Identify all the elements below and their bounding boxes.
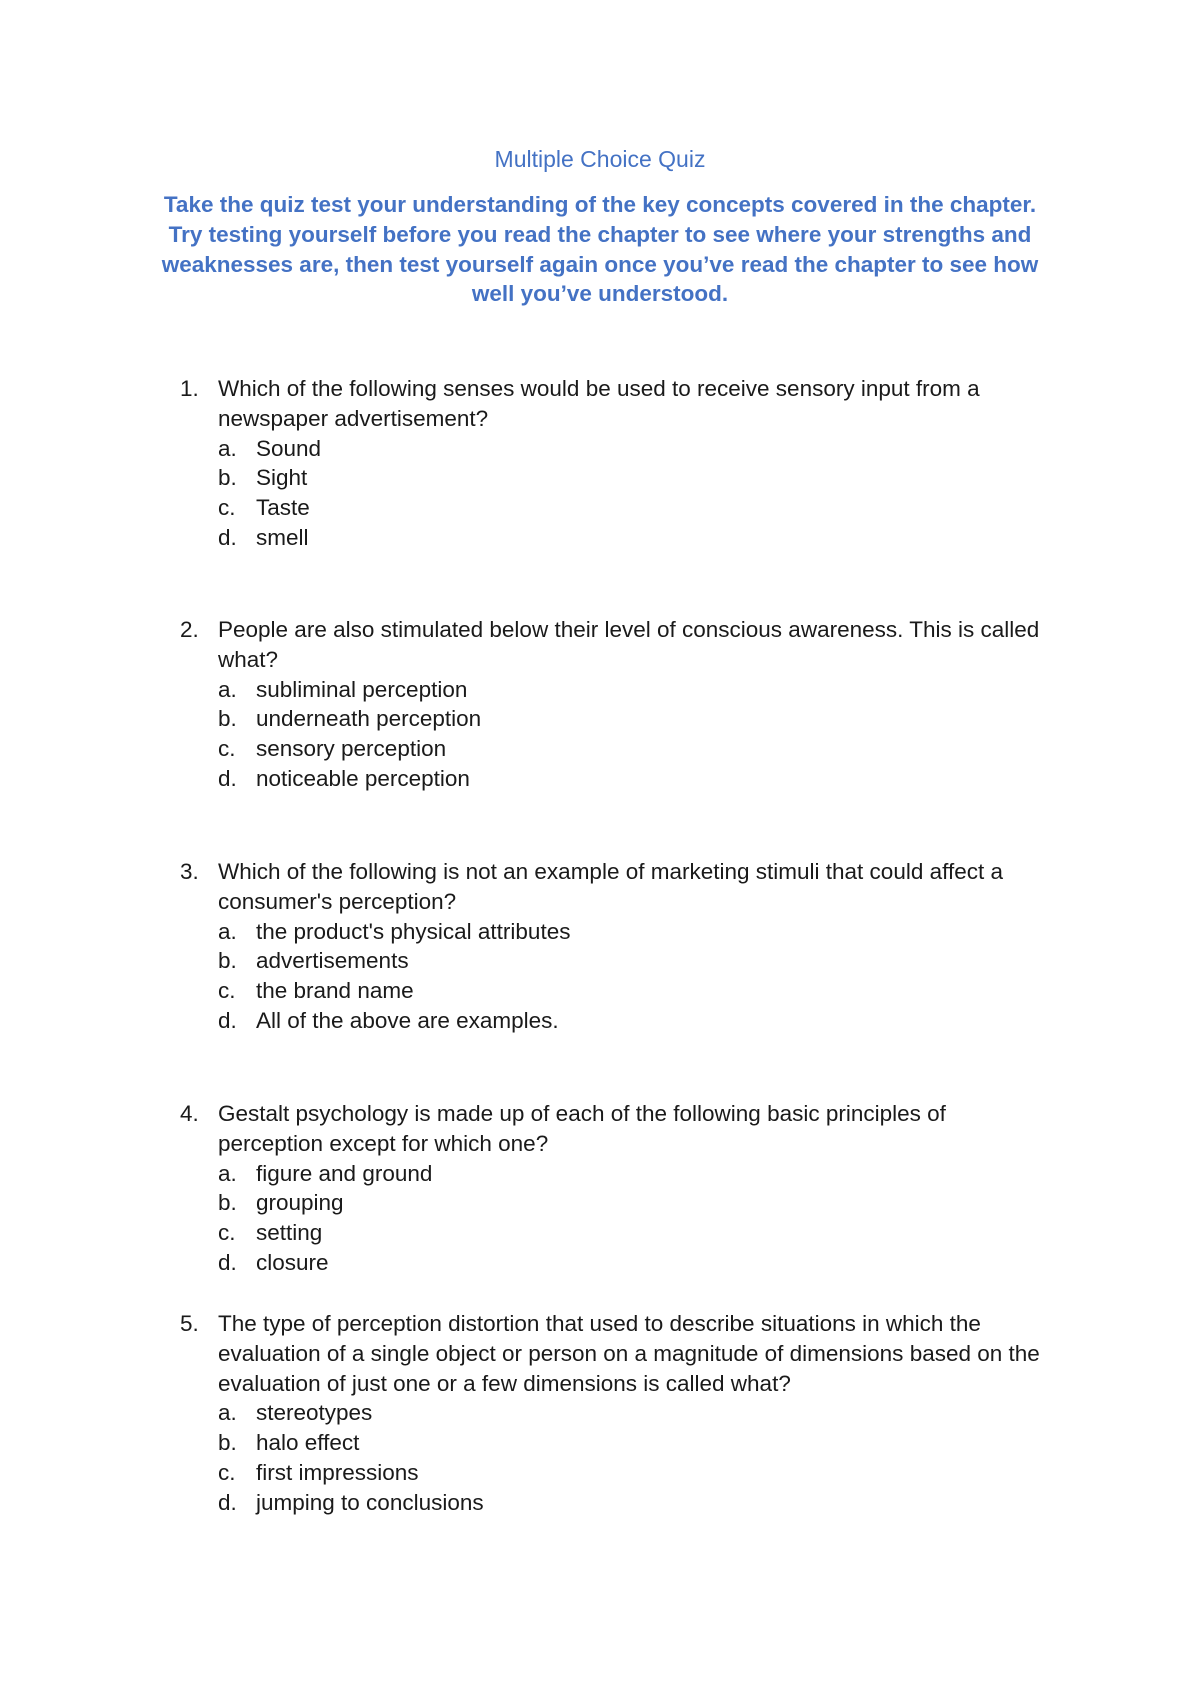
answer-option — [176, 675, 1056, 705]
answer-options — [176, 675, 1056, 794]
answer-options — [176, 917, 1056, 1036]
answer-option — [176, 1188, 1056, 1218]
answer-option — [176, 734, 1056, 764]
question-stem — [176, 857, 1056, 917]
question-text: People are also stimulated below their level of conscious awareness. This is called what? — [218, 617, 1040, 672]
option-letter: a. — [218, 435, 237, 461]
answer-option — [176, 523, 1056, 553]
answer-option — [176, 1488, 1056, 1518]
answer-option — [176, 1398, 1056, 1428]
option-letter: d. — [218, 524, 237, 550]
page-title: Multiple Choice Quiz — [494, 146, 706, 172]
option-text: setting — [256, 1220, 323, 1246]
option-letter: a. — [218, 918, 237, 944]
option-text: Taste — [256, 495, 310, 521]
option-letter: d. — [218, 765, 237, 791]
option-letter: c. — [218, 1220, 236, 1246]
option-letter: a. — [218, 676, 237, 702]
answer-option — [176, 493, 1056, 523]
question-text: Gestalt psychology is made up of each of the following basic principles of perception except for which one? — [218, 1101, 946, 1156]
question-number: 3. — [180, 859, 199, 884]
question-number: 4. — [180, 1101, 199, 1126]
option-text: Sound — [256, 435, 322, 461]
option-letter: c. — [218, 978, 236, 1004]
question-text: The type of perception distortion that used to describe situations in which the evaluation of a single object or person on a magnitude of dimensions based on the evaluation of just one or a few dimensions is called what? — [218, 1311, 1040, 1396]
option-letter: d. — [218, 1489, 237, 1515]
intro-paragraph: Take the quiz test your understanding of the key concepts covered in the chapter. Try testing yourself before you read the chapter to see where your strengths and weaknesses are, then test yourself again once you’ve read the chapter to see how well you’ve understood. — [161, 192, 1039, 307]
answer-options — [176, 434, 1056, 553]
question-2 — [176, 615, 1056, 794]
question-number: 5. — [180, 1311, 199, 1336]
option-text: halo effect — [256, 1430, 360, 1456]
question-stem — [176, 1309, 1056, 1398]
option-text: noticeable perception — [256, 765, 470, 791]
question-stem — [176, 374, 1056, 434]
answer-option — [176, 946, 1056, 976]
option-letter: b. — [218, 1190, 237, 1216]
answer-options — [176, 1159, 1056, 1278]
answer-option — [176, 1218, 1056, 1248]
option-letter: c. — [218, 495, 236, 521]
option-letter: d. — [218, 1007, 237, 1033]
option-letter: d. — [218, 1249, 237, 1275]
question-5 — [176, 1309, 1056, 1518]
question-1 — [176, 374, 1056, 553]
option-letter: c. — [218, 736, 236, 762]
answer-option — [176, 463, 1056, 493]
option-text: smell — [256, 524, 309, 550]
answer-option — [176, 1428, 1056, 1458]
question-stem — [176, 1099, 1056, 1159]
answer-option — [176, 1248, 1056, 1278]
option-text: subliminal perception — [256, 676, 468, 702]
option-letter: a. — [218, 1160, 237, 1186]
option-text: sensory perception — [256, 736, 447, 762]
option-text: advertisements — [256, 948, 409, 974]
option-text: stereotypes — [256, 1400, 373, 1426]
option-text: All of the above are examples. — [256, 1007, 559, 1033]
option-text: underneath perception — [256, 706, 482, 732]
option-text: figure and ground — [256, 1160, 433, 1186]
answer-option — [176, 764, 1056, 794]
option-letter: b. — [218, 465, 237, 491]
option-text: first impressions — [256, 1459, 419, 1485]
option-letter: c. — [218, 1459, 236, 1485]
answer-option — [176, 976, 1056, 1006]
option-letter: b. — [218, 706, 237, 732]
answer-option — [176, 704, 1056, 734]
option-text: jumping to conclusions — [256, 1489, 484, 1515]
question-text: Which of the following senses would be used to receive sensory input from a newspaper advertisement? — [218, 376, 980, 431]
option-text: closure — [256, 1249, 329, 1275]
option-text: the brand name — [256, 978, 414, 1004]
question-3 — [176, 857, 1056, 1036]
option-text: Sight — [256, 465, 308, 491]
answer-option — [176, 1159, 1056, 1189]
answer-option — [176, 1458, 1056, 1488]
answer-option — [176, 1006, 1056, 1036]
option-text: grouping — [256, 1190, 344, 1216]
option-text: the product's physical attributes — [256, 918, 571, 944]
question-number: 1. — [180, 376, 199, 401]
answer-options — [176, 1398, 1056, 1517]
question-number: 2. — [180, 617, 199, 642]
question-stem — [176, 615, 1056, 675]
question-4 — [176, 1099, 1056, 1278]
question-text: Which of the following is not an example of marketing stimuli that could affect a consumer's perception? — [218, 859, 1003, 914]
answer-option — [176, 917, 1056, 947]
option-letter: b. — [218, 948, 237, 974]
option-letter: b. — [218, 1430, 237, 1456]
option-letter: a. — [218, 1400, 237, 1426]
answer-option — [176, 434, 1056, 464]
